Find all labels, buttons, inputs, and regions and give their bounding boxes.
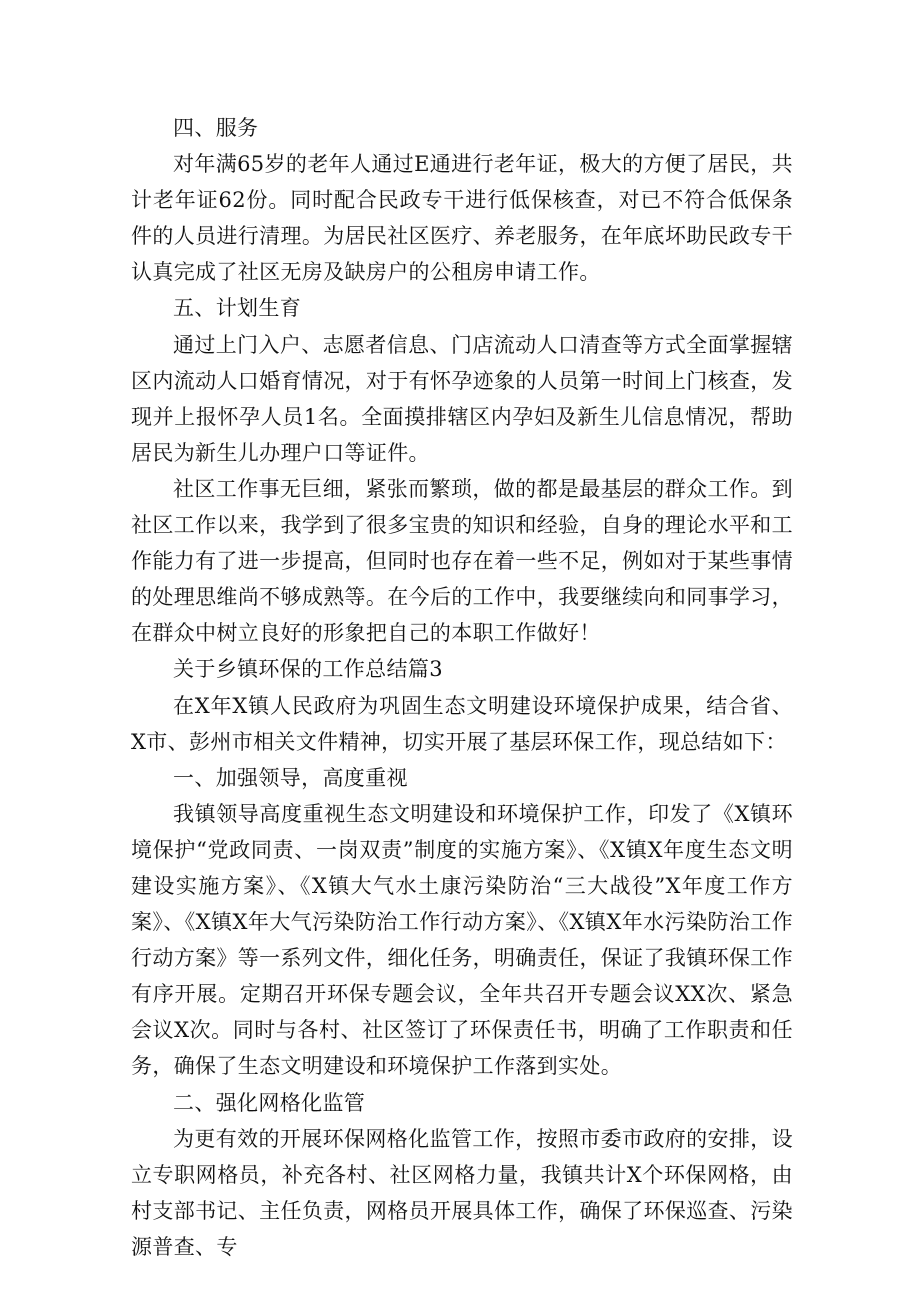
section-heading-grid-supervision: 二、强化网格化监管 (173, 1090, 366, 1115)
section-heading-family-planning: 五、计划生育 (173, 296, 302, 321)
article-title: 关于乡镇环保的工作总结篇3 (173, 657, 443, 682)
paragraph-service: 对年满65岁的老年人通过E通进行老年证，极大的方便了居民，共计老年证62份。同时配合民政专干进行低保核查，对已不符合低保条件的人员进行清理。为居民社区医疗、养老服务，在年底坏助民政专干认真完成了社区无房及缺房户的公租房申请工作。 (131, 152, 793, 285)
paragraph-summary: 社区工作事无巨细，紧张而繁琐，做的都是最基层的群众工作。到社区工作以来，我学到了很多宝贵的知识和经验，自身的理论水平和工作能力有了进一步提高，但同时也存在着一些不足，例如对于某些事情的处理思维尚不够成熟等。在今后的工作中，我要继续向和同事学习，在群众中树立良好的形象把自己的本职工作做好！ (131, 476, 793, 646)
paragraph-family-planning: 通过上门入户、志愿者信息、门店流动人口清查等方式全面掌握辖区内流动人口婚育情况，对于有怀孕迹象的人员第一时间上门核查，发现并上报怀孕人员1名。全面摸排辖区内孕妇及新生儿信息情况，帮助居民为新生儿办理户口等证件。 (131, 332, 793, 465)
document-body (131, 110, 793, 1265)
paragraph-leadership: 我镇领导高度重视生态文明建设和环境保护工作，印发了《X镇环境保护“党政同责、一岗双责”制度的实施方案》、《X镇X年度生态文明建设实施方案》、《X镇大气水土康污染防治“三大战役”X年度工作方案》、《X镇X年大气污染防治工作行动方案》、《X镇X年水污染防治工作行动方案》等一系列文件，细化任务，明确责任，保证了我镇环保工作有序开展。定期召开环保专题会议，全年共召开专题会议XX次、紧急会议X次。同时与各村、社区签订了环保责任书，明确了工作职责和任务，确保了生态文明建设和环境保护工作落到实处。 (131, 801, 793, 1079)
paragraph-grid-supervision: 为更有效的开展环保网格化监管工作，按照市委市政府的安排，设立专职网格员，补充各村、社区网格力量，我镇共计X个环保网格，由村支部书记、主任负责，网格员开展具体工作，确保了环保巡查、污染源普查、专 (131, 1126, 793, 1259)
section-heading-leadership: 一、加强领导，高度重视 (173, 765, 408, 790)
paragraph-intro: 在X年X镇人民政府为巩固生态文明建设环境保护成果，结合省、X市、彭州市相关文件精神，切实开展了基层环保工作，现总结如下： (131, 693, 793, 754)
section-heading-service: 四、服务 (173, 116, 259, 140)
